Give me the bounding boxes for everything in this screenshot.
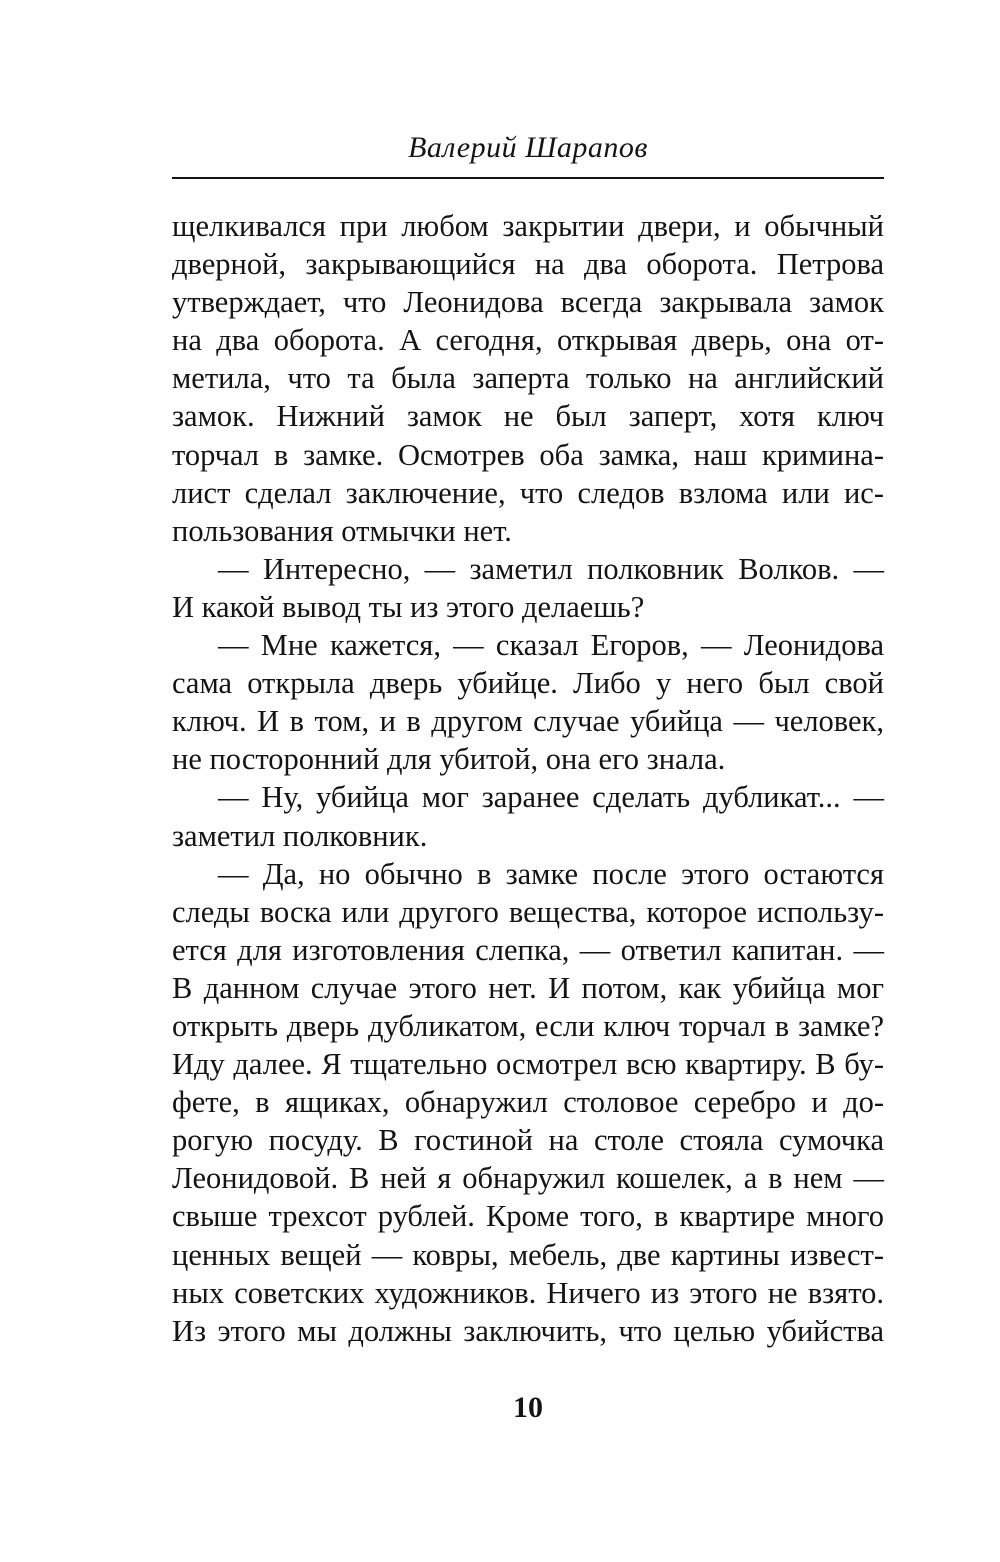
- text-line: И какой вывод ты из этого делаешь?: [172, 589, 645, 624]
- page-number: 10: [513, 1391, 543, 1424]
- text-line: лист сделал заключение, что следов взлома или ис-: [172, 475, 884, 510]
- text-line: сама открыла дверь убийце. Либо у него был свой: [172, 666, 884, 701]
- text-line: Иду далее. Я тщательно осмотрел всю квартиру. В бу-: [172, 1047, 884, 1082]
- text-line: ных советских художников. Ничего из этого не взято.: [172, 1275, 884, 1310]
- text-line: — Да, но обычно в замке после этого остаются: [218, 856, 884, 891]
- text-line: фете, в ящиках, обнаружил столовое серебро и до-: [172, 1085, 884, 1120]
- text-line: свыше трехсот рублей. Кроме того, в квартире много: [172, 1199, 884, 1234]
- text-line: Из этого мы должны заключить, что целью убийства: [172, 1313, 884, 1348]
- text-line: на два оборота. А сегодня, открывая дверь, она от-: [172, 323, 884, 358]
- text-line: В данном случае этого нет. И потом, как убийца мог: [172, 970, 884, 1005]
- text-line: Леонидовой. В ней я обнаружил кошелек, а в нем —: [172, 1161, 884, 1196]
- text-line: метила, что та была заперта только на английский: [172, 361, 884, 396]
- text-line: — Мне кажется, — сказал Егоров, — Леонидова: [218, 628, 884, 663]
- text-line: следы воска или другого вещества, которое использу-: [172, 894, 884, 929]
- text-line: рогую посуду. В гостиной на столе стояла сумочка: [172, 1123, 884, 1158]
- text-line: дверной, закрывающийся на два оборота. Петрова: [172, 247, 884, 282]
- text-line: ется для изготовления слепка, — ответил капитан. —: [172, 932, 884, 967]
- page-body-text: [172, 207, 884, 1350]
- text-line: заметил полковник.: [172, 818, 428, 853]
- text-line: — Ну, убийца мог заранее сделать дубликат... —: [218, 780, 884, 815]
- text-line: ключ. И в том, и в другом случае убийца — человек,: [172, 704, 884, 739]
- text-line: торчал в замке. Осмотрев оба замка, наш кримина-: [172, 437, 884, 472]
- text-line: ценных вещей — ковры, мебель, две картины извест-: [172, 1237, 884, 1272]
- text-line: пользования отмычки нет.: [172, 513, 512, 548]
- text-line: утверждает, что Леонидова всегда закрывала замок: [172, 285, 884, 320]
- running-header-author: Валерий Шарапов: [408, 131, 648, 164]
- text-line: — Интересно, — заметил полковник Волков. —: [218, 551, 884, 586]
- header-rule: [172, 177, 884, 179]
- text-line: щелкивался при любом закрытии двери, и обычный: [172, 209, 884, 243]
- text-line: не посторонний для убитой, она его знала.: [172, 742, 726, 777]
- text-line: открыть дверь дубликатом, если ключ торчал в замке?: [172, 1008, 884, 1043]
- text-line: замок. Нижний замок не был заперт, хотя ключ: [172, 399, 884, 434]
